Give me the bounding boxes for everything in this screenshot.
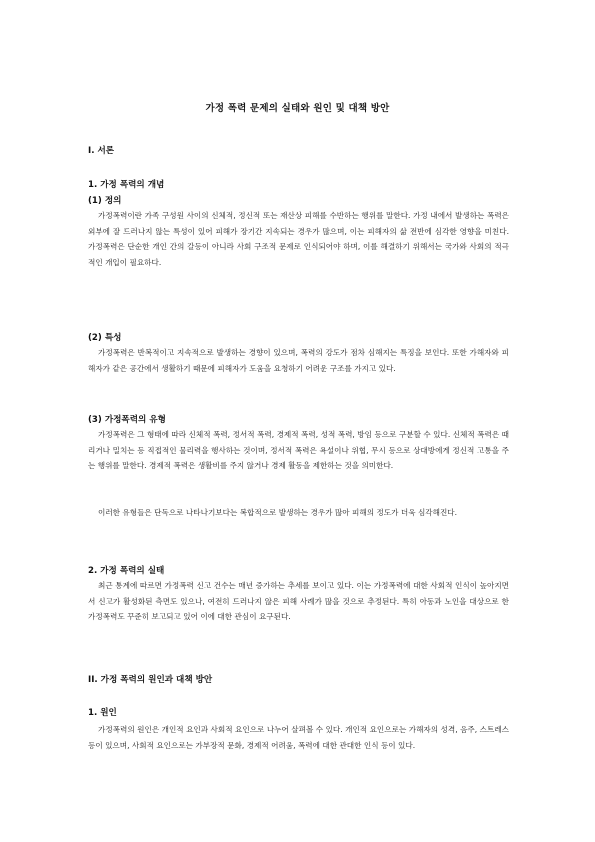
subsection-heading-1: (1) 정의: [88, 196, 122, 206]
paragraph-definition: 가정폭력이란 가족 구성원 사이의 신체적, 정신적 또는 재산상 피해를 수반하는 행위를 말한다. 가정 내에서 발생하는 폭력은 외부에 잘 드러나지 않는 특성이 있어 피해가 장기간 지속되는 경우가 많으며, 이는 피해자의 삶 전반에 심각한 영향을 미친다. 가정폭력은 단순한 개인 간의 갈등이 아니라 사회 구조적 문제로 인식되어야 하며, 이를 해결하기 위해서는 국가와 사회의 적극적인 개입이 필요하다.: [88, 211, 509, 267]
paragraph-causes: 가정폭력의 원인은 개인적 요인과 사회적 요인으로 나누어 살펴볼 수 있다. 개인적 요인으로는 가해자의 성격, 음주, 스트레스 등이 있으며, 사회적 요인으로는 가부장적 문화, 경제적 어려움, 폭력에 대한 관대한 인식 등이 있다.: [88, 725, 509, 750]
chapter-heading-2: II. 가정 폭력의 원인과 대책 방안: [88, 675, 213, 685]
section-heading-2: 2. 가정 폭력의 실태: [88, 566, 165, 576]
subsection-heading-3: (3) 가정폭력의 유형: [88, 415, 166, 425]
document-title: 가정 폭력 문제의 실태와 원인 및 대책 방안: [205, 103, 390, 114]
paragraph-characteristics: 가정폭력은 반복적이고 지속적으로 발생하는 경향이 있으며, 폭력의 강도가 점차 심해지는 특징을 보인다. 또한 가해자와 피해자가 같은 공간에서 생활하기 때문에 피해자가 도움을 요청하기 어려운 구조를 가지고 있다.: [88, 348, 509, 373]
paragraph-types: 가정폭력은 그 형태에 따라 신체적 폭력, 정서적 폭력, 경제적 폭력, 성적 폭력, 방임 등으로 구분할 수 있다. 신체적 폭력은 때리거나 밀치는 등 직접적인 물리력을 행사하는 것이며, 정서적 폭력은 욕설이나 위협, 무시 등으로 상대방에게 정신적 고통을 주는 행위를 말한다. 경제적 폭력은 생활비를 주지 않거나 경제 활동을 제한하는 것을 의미한다.: [88, 430, 509, 471]
paragraph-status: 최근 통계에 따르면 가정폭력 신고 건수는 매년 증가하는 추세를 보이고 있다. 이는 가정폭력에 대한 사회적 인식이 높아지면서 신고가 활성화된 측면도 있으나, 여전히 드러나지 않은 피해 사례가 많을 것으로 추정된다. 특히 아동과 노인을 대상으로 한 가정폭력도 꾸준히 보고되고 있어 이에 대한 관심이 요구된다.: [88, 581, 509, 622]
section-heading-1: 1. 가정 폭력의 개념: [88, 180, 165, 190]
chapter-heading-1: I. 서론: [88, 146, 115, 156]
subsection-heading-2: (2) 특성: [88, 333, 122, 343]
paragraph-types-continued: 이러한 유형들은 단독으로 나타나기보다는 복합적으로 발생하는 경우가 많아 피해의 정도가 더욱 심각해진다.: [98, 508, 458, 517]
section-heading-3: 1. 원인: [88, 708, 117, 718]
